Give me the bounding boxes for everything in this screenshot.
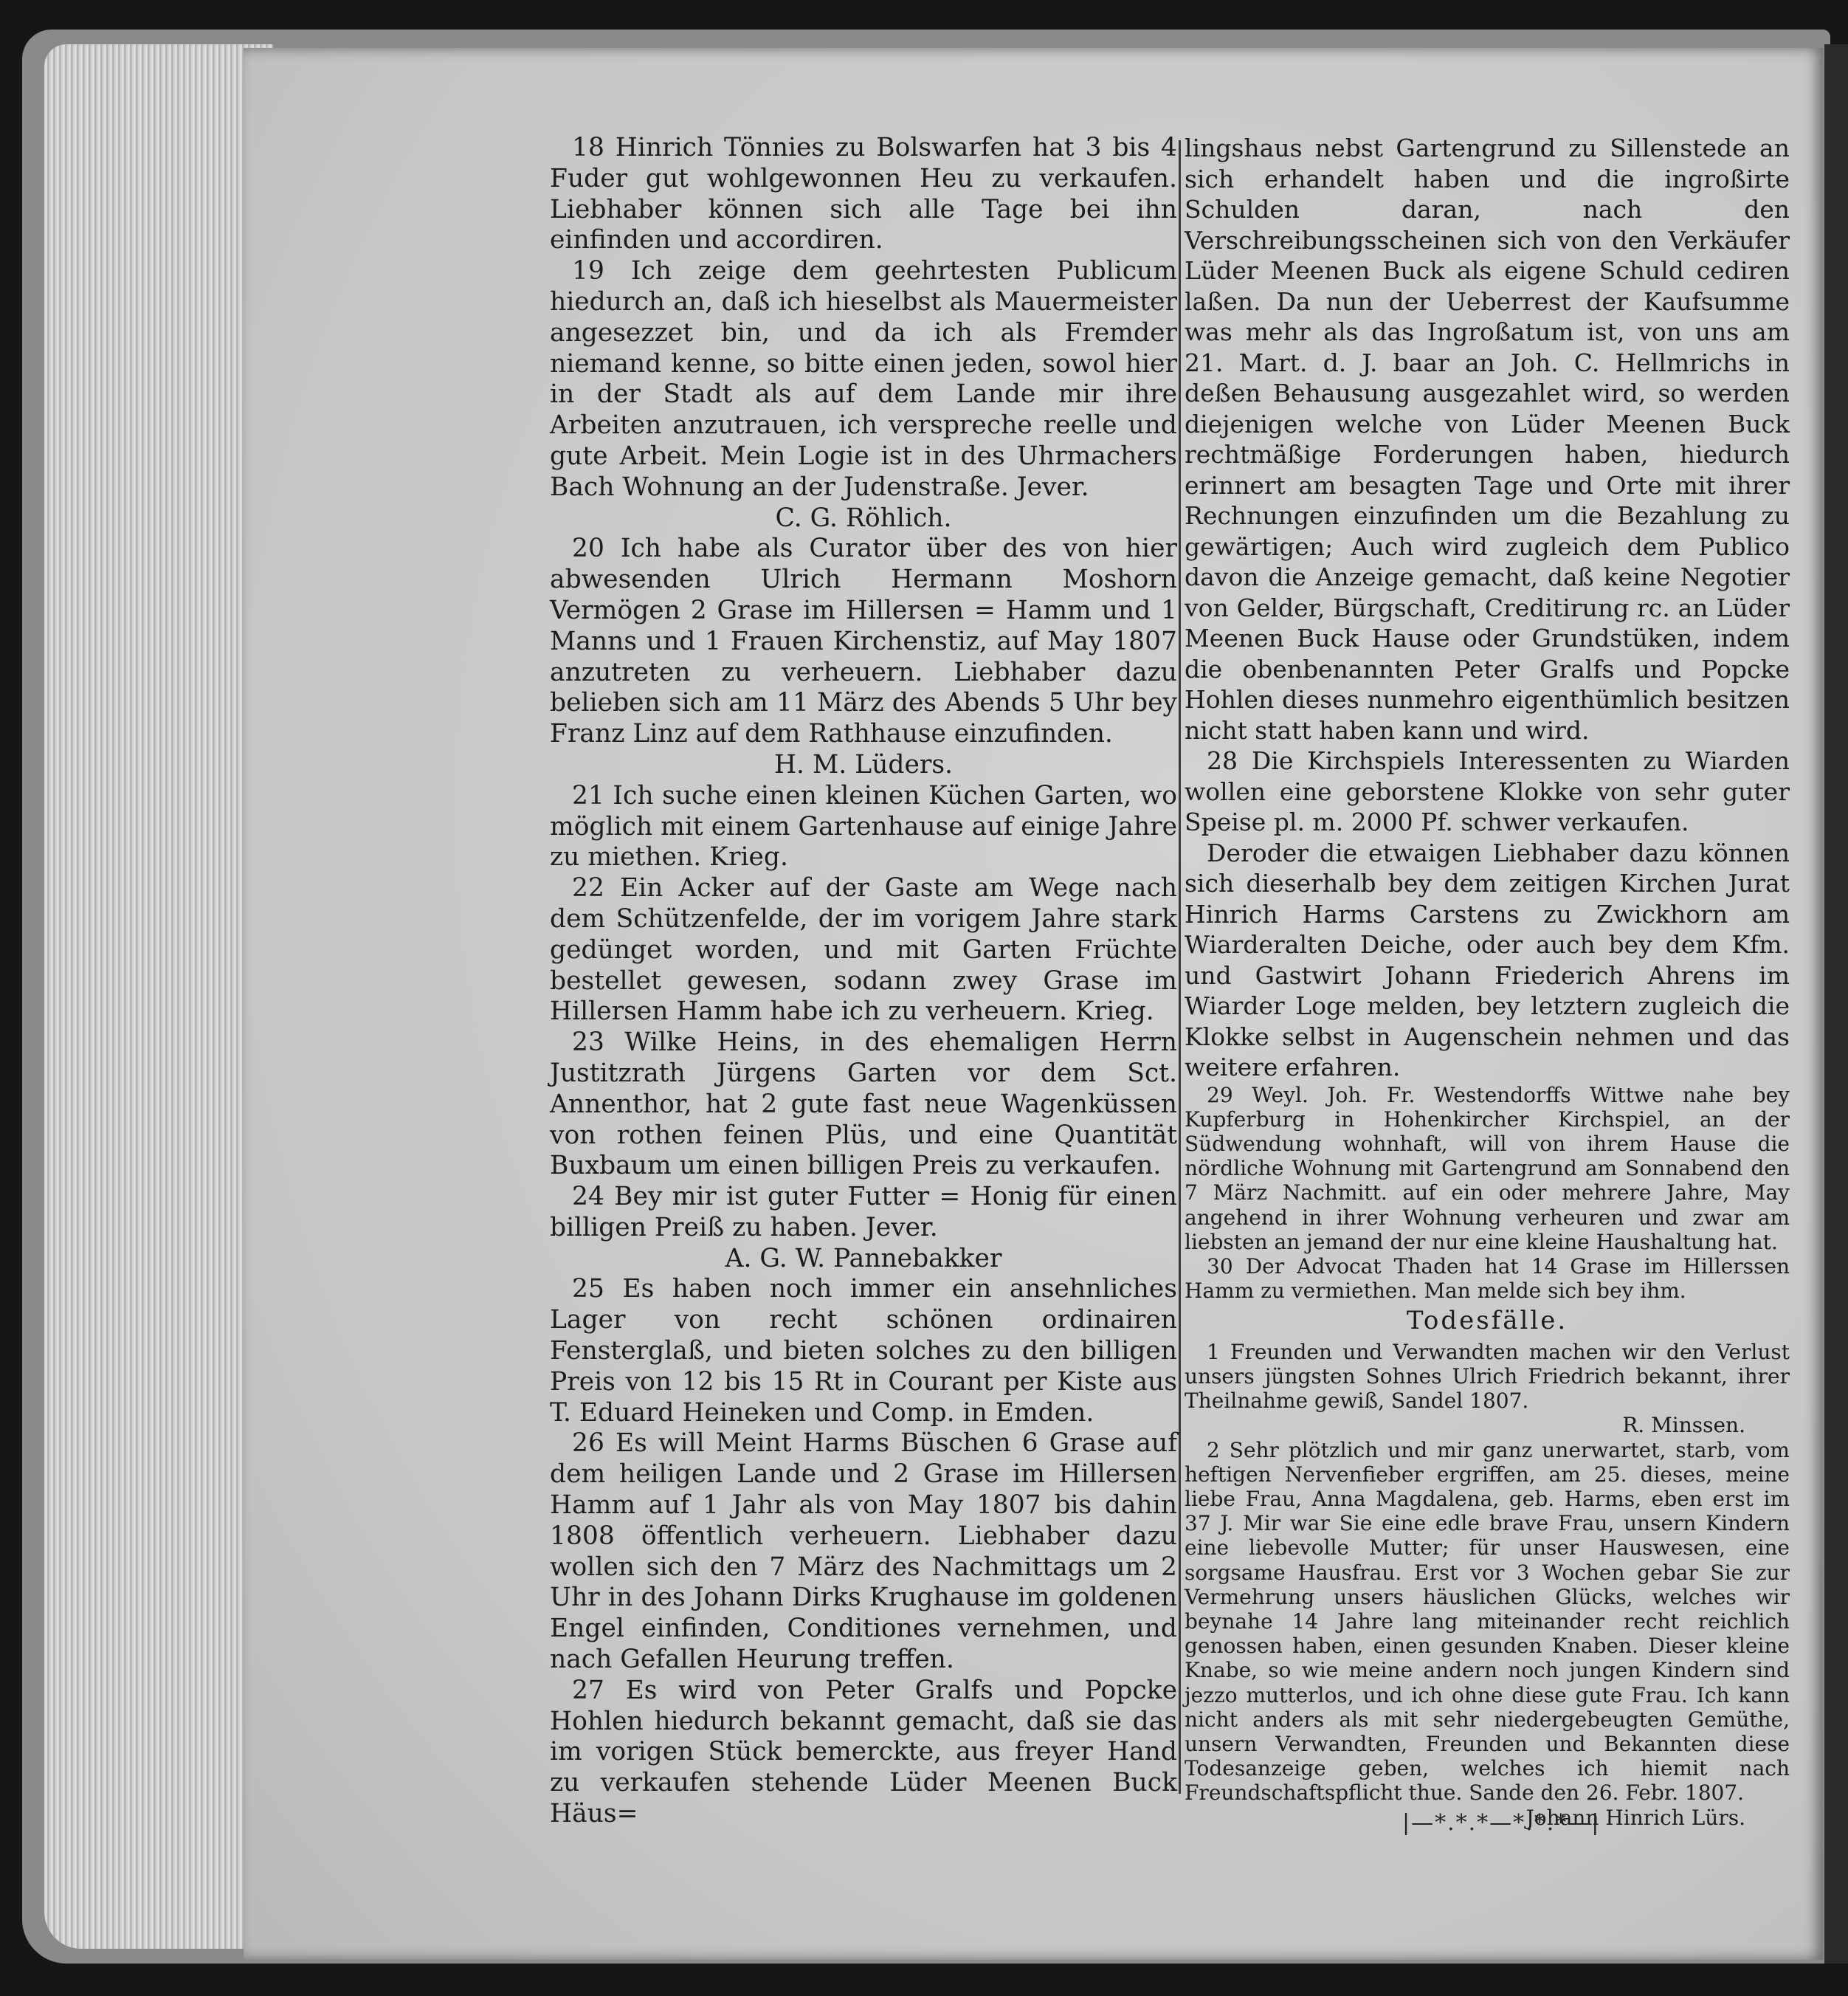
death-notice-2: 2 Sehr plötzlich und mir ganz unerwartet, starb, vom heftigen Nervenfieber ergriffen, am 25. dieses, meine liebe Frau, Anna Magdalena, geb. Harms, eben erst im 37 J. Mir war Sie eine edle brave Frau, unsern Kindern eine liebevolle Mutter; für unser Hauswesen, eine sorgsame Hausfrau. Erst vor 3 Wochen gebar Sie zur Vermehrung unsers häuslichen Glücks, welches wir beynahe 14 Jahre lang miteinander recht reichlich genossen haben, einen gesunden Knaben. Dieser kleine Knabe, so wie meine andern noch jungen Kindern sind jezzo mutterlos, und ich ohne diese gute Frau. Ich kann nicht anders als mit sehr niedergebeugten Gemüthe, unsern Verwandten, Freunden und Bekannten diese Todesanzeige geben, welches ich hiemit nach Freundschaftspflicht thue. Sande den 26. Febr. 1807. [1185, 1437, 1790, 1806]
notice-19-signature: C. G. Röhlich. [775, 503, 952, 533]
notice-21: 21 Ich suche einen kleinen Küchen Garten, wo möglich mit einem Gartenhause auf einige Jahre zu miethen. Krieg. [550, 780, 1177, 873]
death-notice-2-signature: Johann Hinrich Lürs. [1525, 1805, 1745, 1830]
notice-24: 24 Bey mir ist guter Futter = Honig für einen billigen Preiß zu haben. Jever. [550, 1182, 1177, 1242]
notice-19: 19 Ich zeige dem geehrtesten Publicum hiedurch an, daß ich hieselbst als Mauermeister angesezzet bin, und da ich als Fremder niemand kenne, so bitte einen jeden, sowol hier in der Stadt als auf dem Lande mir ihre Arbeiten anzutrauen, ich verspreche reelle und gute Arbeit. Mein Logie ist in des Uhrmachers Bach Wohnung an der Judenstraße. Jever. [550, 256, 1177, 502]
death-notice-1-signature: R. Minssen. [1622, 1413, 1745, 1438]
column-divider [1179, 140, 1181, 1794]
notice-28: 28 Die Kirchspiels Interessenten zu Wiarden wollen eine geborstene Klokke von sehr guter Speise pl. m. 2000 Pf. schwer verkaufen. [1185, 746, 1790, 836]
notice-28-detail: Deroder die etwaigen Liebhaber dazu können sich dieserhalb bey dem zeitigen Kirchen Jurat Hinrich Harms Carstens zu Zwickhorn am Wiarderalten Deiche, oder auch bey dem Kfm. und Gastwirt Johann Friederich Ahrens im Wiarder Loge melden, bey letztern zugleich die Klokke selbst in Augenschein nehmen und das weitere erfahren. [1185, 838, 1790, 1081]
notice-27-continuation: lingshaus nebst Gartengrund zu Sillenstede an sich erhandelt haben und die ingroßirte Schulden daran, nach den Verschreibungsscheinen sich von den Verkäufer Lüder Meenen Buck als eigene Schuld cediren laßen. Da nun der Ueberrest der Kaufsumme was mehr als das Ingroßatum ist, von uns am 21. Mart. d. J. baar an Joh. C. Hellmrichs in deßen Behausung ausgezahlet wird, so werden diejenigen welche von Lüder Meenen Buck rechtmäßige Forderungen haben, hiedurch erinnert am besagten Tage und Orte mit ihrer Rechnungen einzufinden um die Bezahlung zu gewärtigen; Auch wird zugleich dem Publico davon die Anzeige gemacht, daß keine Negotier von Gelder, Bürgschaft, Creditirung rc. an Lüder Meenen Buck Hause oder Grundstüken, indem die obenbenannten Peter Gralfs und Popcke Hohlen dieses nunmehro eigenthümlich besitzen nicht statt haben kann und wird. [1185, 134, 1790, 745]
notice-18: 18 Hinrich Tönnies zu Bolswarfen hat 3 bis 4 Fuder gut wohlgewonnen Heu zu verkaufen. Liebhaber können sich alle Tage bei ihn einfinden und accordiren. [550, 133, 1177, 255]
right-column [1185, 133, 1790, 1830]
notice-22: 22 Ein Acker auf der Gaste am Wege nach dem Schützenfelde, der im vorigem Jahre stark gedünget worden, und mit Garten Früchte bestellet gewesen, sodann zwey Grase im Hillersen Hamm habe ich zu verheuern. Krieg. [550, 873, 1177, 1027]
notice-26: 26 Es will Meint Harms Büschen 6 Grase auf dem heiligen Lande und 2 Grase im Hillersen Hamm auf 1 Jahr als von May 1807 bis dahin 1808 öffentlich verheuern. Liebhaber dazu wollen sich den 7 März des Nachmittags um 2 Uhr in des Johann Dirks Krughause im goldenen Engel einfinden, Conditiones vernehmen, und nach Gefallen Heurung treffen. [550, 1428, 1177, 1675]
notice-25: 25 Es haben noch immer ein ansehnliches Lager von recht schönen ordinairen Fensterglaß, und bieten solches zu den billigen Preis von 12 bis 15 Rt in Courant per Kiste aus T. Eduard Heineken und Comp. in Emden. [550, 1274, 1177, 1428]
notice-30: 30 Der Advocat Thaden hat 14 Grase im Hillerssen Hamm zu vermiethen. Man melde sich bey ihm. [1185, 1253, 1790, 1304]
notice-23: 23 Wilke Heins, in des ehemaligen Herrn Justitzrath Jürgens Garten vor dem Sct. Annenthor, hat 2 gute fast neue Wagenküssen von rothen feinen Plüs, und eine Quantität Buxbaum um einen billigen Preis zu verkaufen. [550, 1028, 1177, 1181]
page-edges [44, 44, 273, 1949]
background-strip [1824, 44, 1848, 1964]
death-notice-1: 1 Freunden und Verwandten machen wir den Verlust unsers jüngsten Sohnes Ulrich Friedrich bekannt, ihrer Theilnahme gewiß, Sandel 1807. [1185, 1339, 1790, 1414]
notice-29: 29 Weyl. Joh. Fr. Westendorffs Wittwe nahe bey Kupferburg in Hohenkircher Kirchspiel, an der Südwendung wohnhaft, will von ihrem Hause die nördliche Wohnung mit Gartengrund am Sonnabend den 7 März Nachmitt. auf ein oder mehrere Jahre, May angehend in ihrer Wohnung verheuren und zwar am liebsten an jemand der nur eine kleine Haushaltung hat. [1185, 1082, 1790, 1254]
closing-ornament: |—*.*.*—*.*.*—| [1402, 1810, 1601, 1836]
left-column [550, 133, 1177, 1830]
notice-20: 20 Ich habe als Curator über des von hier abwesenden Ulrich Hermann Moshorn Vermögen 2 Grase im Hillersen = Hamm und 1 Manns und 1 Frauen Kirchenstiz, auf May 1807 anzutreten zu verheuern. Liebhaber dazu belieben sich am 11 März des Abends 5 Uhr bey Franz Linz auf dem Rathhause einzufinden. [550, 534, 1177, 749]
section-heading-deaths: Todesfälle. [1406, 1306, 1568, 1336]
notice-24-signature: A. G. W. Pannebakker [725, 1243, 1002, 1273]
notice-27: 27 Es wird von Peter Gralfs und Popcke Hohlen hiedurch bekannt gemacht, daß sie das im vorigen Stück bemerckte, aus freyer Hand zu verkaufen stehende Lüder Meenen Buck Häus= [550, 1675, 1177, 1829]
notice-20-signature: H. M. Lüders. [773, 749, 954, 780]
